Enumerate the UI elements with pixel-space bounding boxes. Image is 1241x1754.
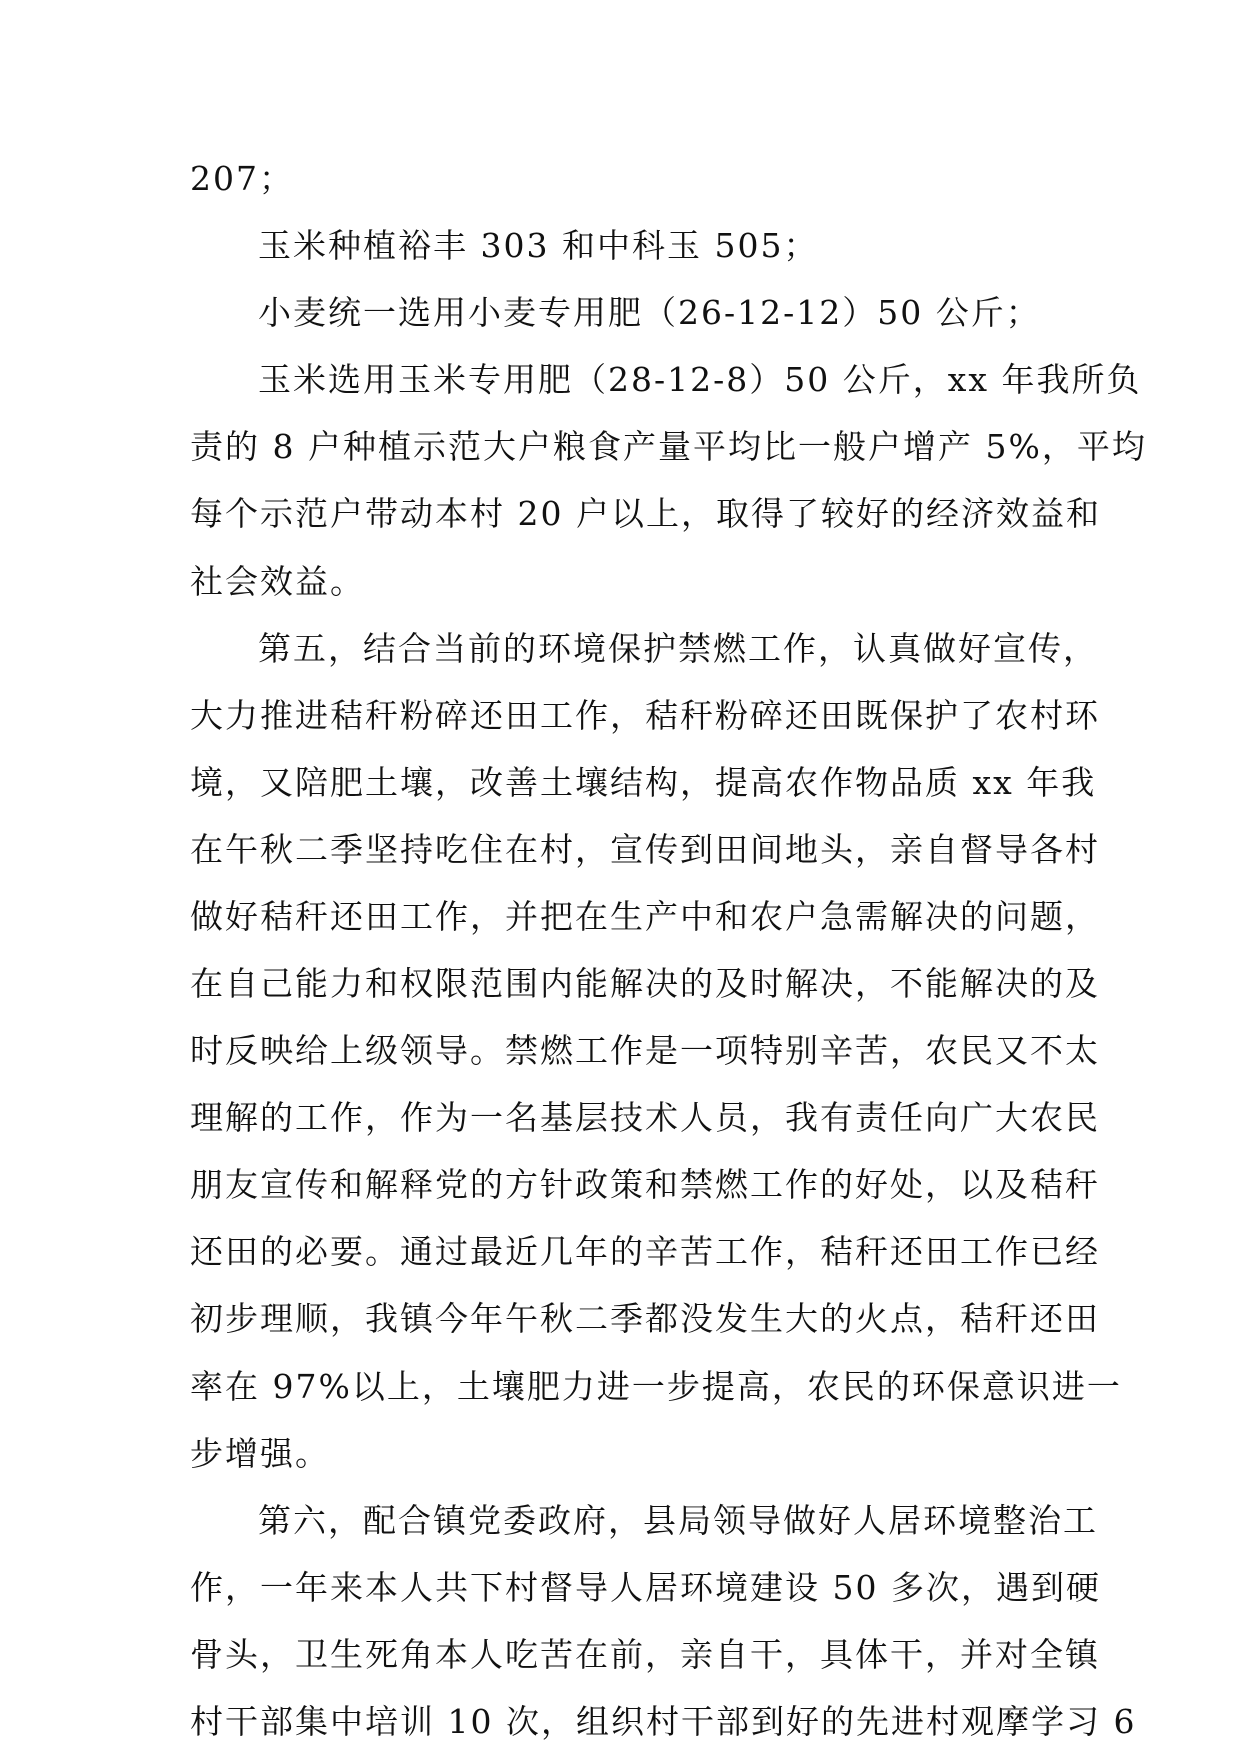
text-line: 村干部集中培训 10 次，组织村干部到好的先进村观摩学习 6 [190,1702,1137,1741]
text-line: 做好秸秆还田工作，并把在生产中和农户急需解决的问题， [190,897,1100,936]
text-line: 骨头，卫生死角本人吃苦在前，亲自干，具体干，并对全镇 [190,1635,1100,1674]
text-line: 初步理顺，我镇今年午秋二季都没发生大的火点，秸秆还田 [190,1299,1100,1338]
text-line: 在自己能力和权限范围内能解决的及时解决，不能解决的及 [190,964,1100,1003]
text-line: 率在 97%以上，土壤肥力进一步提高，农民的环保意识进一 [190,1367,1122,1406]
text-line: 理解的工作，作为一名基层技术人员，我有责任向广大农民 [190,1098,1100,1137]
text-line: 玉米种植裕丰 303 和中科玉 505； [258,226,819,265]
text-line: 社会效益。 [190,562,365,601]
text-line: 责的 8 户种植示范大户粮食产量平均比一般户增产 5%，平均 [190,427,1147,466]
text-line: 207； [190,159,294,198]
text-line: 朋友宣传和解释党的方针政策和禁燃工作的好处，以及秸秆 [190,1165,1100,1204]
text-line: 作，一年来本人共下村督导人居环境建设 50 多次，遇到硬 [190,1568,1101,1607]
text-line: 每个示范户带动本村 20 户以上，取得了较好的经济效益和 [190,494,1101,533]
text-line: 第六，配合镇党委政府，县局领导做好人居环境整治工 [258,1501,1098,1540]
text-line: 时反映给上级领导。禁燃工作是一项特别辛苦，农民又不太 [190,1031,1100,1070]
text-line: 大力推进秸秆粉碎还田工作，秸秆粉碎还田既保护了农村环 [190,696,1100,735]
text-line: 玉米选用玉米专用肥（28-12-8）50 公斤，xx 年我所负 [258,360,1142,399]
text-line: 在午秋二季坚持吃住在村，宣传到田间地头，亲自督导各村 [190,830,1100,869]
text-line: 小麦统一选用小麦专用肥（26-12-12）50 公斤； [258,293,1041,332]
text-line: 还田的必要。通过最近几年的辛苦工作，秸秆还田工作已经 [190,1232,1100,1271]
text-line: 境，又陪肥土壤，改善土壤结构，提高农作物品质 xx 年我 [190,763,1097,802]
text-line: 步增强。 [190,1434,330,1473]
text-line: 第五，结合当前的环境保护禁燃工作，认真做好宣传， [258,629,1098,668]
